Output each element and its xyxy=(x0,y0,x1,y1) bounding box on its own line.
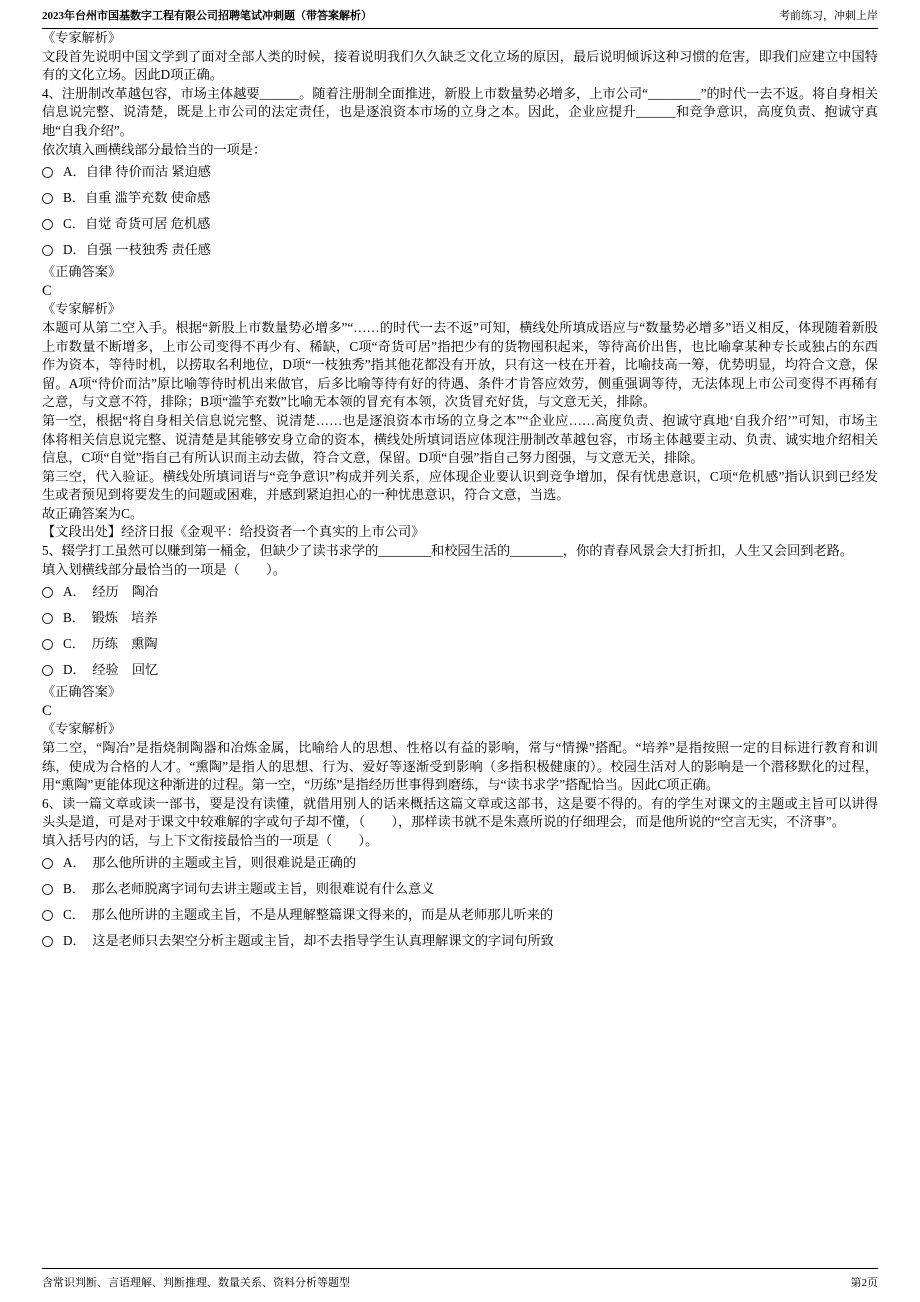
page-header xyxy=(42,0,878,29)
radio-icon[interactable] xyxy=(42,219,53,230)
radio-icon[interactable] xyxy=(42,884,53,895)
radio-icon[interactable] xyxy=(42,665,53,676)
q4-analysis-paragraph: 本题可从第二空入手。根据“新股上市数量势必增多”“……的时代一去不返”可知，横线处所填成语应与“数量势必增多”语义相反，体现随着新股上市数量不断增多，上市公司变得不再少有、稀缺，C项“奇货可居”指把少有的货物囤积起来，等待高价出售，也比喻拿某种专长或独占的东西作为资本，等待时机，以捞取名利地位，D项“一枝独秀”指其他花都没有开放，只有这一枝在开着，比喻技高一筹，优势明显，均符合文意，保留。A项“待价而沽”原比喻等待时机出来做官，后多比喻等待有好的待遇、条件才肯答应效劳，侧重强调等待，无法体现上市公司变得不再稀有之意，与文意不符，排除；B项“滥竽充数”比喻无本领的冒充有本领，次货冒充好货，与文意无关，排除。 xyxy=(42,319,878,410)
radio-icon[interactable] xyxy=(42,613,53,624)
q4-analysis-paragraph: 第一空，根据“将自身相关信息说完整、说清楚……也是逐浪资本市场的立身之本”“企业应……高度负责、抱诚守真地‘自我介绍’”可知，市场主体将相关信息说完整、说清楚是其能够安身立命的资本，横线处所填词语应体现注册制改革越包容，市场主体越要主动、负责、诚实地介绍相关信息，C项“自觉”指自己有所认识而主动去做，符合文意，保留。D项“自强”指自己努力图强，与文意无关，排除。 xyxy=(42,412,878,466)
prev-question-analysis: 文段首先说明中国文学到了面对全部人类的时候，接着说明我们久久缺乏文化立场的原因，最后说明倾诉这种习惯的危害，即我们应建立中国特有的文化立场。因此D项正确。 xyxy=(42,48,878,83)
option-label: D．自强 一枝独秀 责任感 xyxy=(63,241,211,257)
header-tagline: 考前练习，冲刺上岸 xyxy=(779,10,878,22)
question-4-prompt: 依次填入画横线部分最恰当的一项是： xyxy=(42,141,267,157)
answer-label: 《正确答案》 xyxy=(42,264,122,280)
answer-value-q4: C xyxy=(42,282,52,299)
option-label: D． 这是老师只去架空分析主题或主旨，却不去指导学生认真理解课文的字词句所致 xyxy=(63,933,554,949)
footer-note: 含常识判断、言语理解、判断推理、数量关系、资料分析等题型 xyxy=(42,1277,350,1289)
page-number: 第2页 xyxy=(850,1277,878,1289)
option-row-q5-c[interactable] xyxy=(42,631,878,657)
radio-icon[interactable] xyxy=(42,936,53,947)
option-label: A． 经历 陶冶 xyxy=(63,583,159,599)
option-row-q6-d[interactable] xyxy=(42,929,878,955)
page-footer xyxy=(42,1268,878,1290)
option-label: B． 那么老师脱离字词句去讲主题或主旨，则很难说有什么意义 xyxy=(63,881,435,897)
option-label: B．自重 滥竽充数 使命感 xyxy=(63,189,211,205)
question-6-stem: 6、读一篇文章或读一部书，要是没有读懂，就借用别人的话来概括这篇文章或这部书，这是要不得的。有的学生对课文的主题或主旨可以讲得头头是道，可是对于课文中较难解的字或句子却不懂，（ ），那样读书就不是朱熹所说的仔细理会，而是他所说的“空言无实，不济事”。 xyxy=(42,795,878,830)
q4-source: 【文段出处】经济日报《金观平：给投资者一个真实的上市公司》 xyxy=(42,524,425,540)
option-label: A． 那么他所讲的主题或主旨，则很难说是正确的 xyxy=(63,855,357,871)
question-5-prompt: 填入划横线部分最恰当的一项是（ ）。 xyxy=(42,561,286,577)
option-row-q5-b[interactable] xyxy=(42,605,878,631)
option-label: C． 历练 熏陶 xyxy=(63,635,158,651)
q5-analysis-paragraph: 第二空，“陶冶”是指烧制陶器和冶炼金属，比喻给人的思想、性格以有益的影响，常与“情操”搭配。“培养”是指按照一定的目标进行教育和训练，使成为合格的人才。“熏陶”是指人的思想、行为、爱好等逐渐受到影响（多指积极健康的）。校园生活对人的影响是一个潜移默化的过程，用“熏陶”更能体现这种渐进的过程。第一空，“历练”是指经历世事得到磨练，与“读书求学”搭配恰当。因此C项正确。 xyxy=(42,740,878,793)
option-row-q5-a[interactable] xyxy=(42,579,878,605)
q4-analysis-paragraph: 第三空，代入验证。横线处所填词语与“竞争意识”构成并列关系，应体现企业要认识到竞争增加，保有忧患意识，C项“危机感”指认识到已经发生或者预见到将要发生的问题或困难，并感到紧迫担心的一种忧患意识，符合文意，当选。 xyxy=(42,468,878,503)
option-label: D． 经验 回忆 xyxy=(63,661,159,677)
answer-label: 《正确答案》 xyxy=(42,684,122,700)
document-content xyxy=(42,29,878,955)
option-row-q6-a[interactable] xyxy=(42,851,878,877)
option-row-q4-a[interactable] xyxy=(42,159,878,185)
document-title: 2023年台州市国基数字工程有限公司招聘笔试冲刺题（带答案解析） xyxy=(42,10,372,22)
radio-icon[interactable] xyxy=(42,167,53,178)
answer-value-q5: C xyxy=(42,702,52,719)
q4-conclusion: 故正确答案为C。 xyxy=(42,505,144,521)
question-4-options xyxy=(42,159,878,263)
question-6-prompt: 填入括号内的话，与上下文衔接最恰当的一项是（ ）。 xyxy=(42,833,379,848)
option-row-q4-c[interactable] xyxy=(42,211,878,237)
radio-icon[interactable] xyxy=(42,587,53,598)
option-row-q4-b[interactable] xyxy=(42,185,878,211)
option-label: B． 锻炼 培养 xyxy=(63,609,158,625)
question-6-options xyxy=(42,851,878,955)
option-label: C． 那么他所讲的主题或主旨，不是从理解整篇课文得来的，而是从老师那儿听来的 xyxy=(63,907,554,923)
option-label: A．自律 待价而沽 紧迫感 xyxy=(63,163,211,179)
analysis-label: 《专家解析》 xyxy=(42,30,122,45)
option-row-q5-d[interactable] xyxy=(42,657,878,683)
radio-icon[interactable] xyxy=(42,193,53,204)
analysis-label: 《专家解析》 xyxy=(42,721,122,737)
radio-icon[interactable] xyxy=(42,858,53,869)
radio-icon[interactable] xyxy=(42,639,53,650)
question-5-stem: 5、辍学打工虽然可以赚到第一桶金，但缺少了读书求学的________和校园生活的________，你的青春风景会大打折扣，人生又会回到老路。 xyxy=(42,543,854,559)
radio-icon[interactable] xyxy=(42,245,53,256)
question-5-options xyxy=(42,579,878,683)
option-row-q6-b[interactable] xyxy=(42,877,878,903)
option-row-q6-c[interactable] xyxy=(42,903,878,929)
option-row-q4-d[interactable] xyxy=(42,237,878,263)
question-4-stem: 4、注册制改革越包容，市场主体越要______。随着注册制全面推进，新股上市数量势必增多，上市公司“________”的时代一去不返。将自身相关信息说完整、说清楚，既是上市公司的法定责任，也是逐浪资本市场的立身之本。因此，企业应提升______和竞争意识，高度负责、抱诚守真地“自我介绍”。 xyxy=(42,85,878,138)
radio-icon[interactable] xyxy=(42,910,53,921)
analysis-label: 《专家解析》 xyxy=(42,301,122,317)
option-label: C．自觉 奇货可居 危机感 xyxy=(63,215,211,231)
